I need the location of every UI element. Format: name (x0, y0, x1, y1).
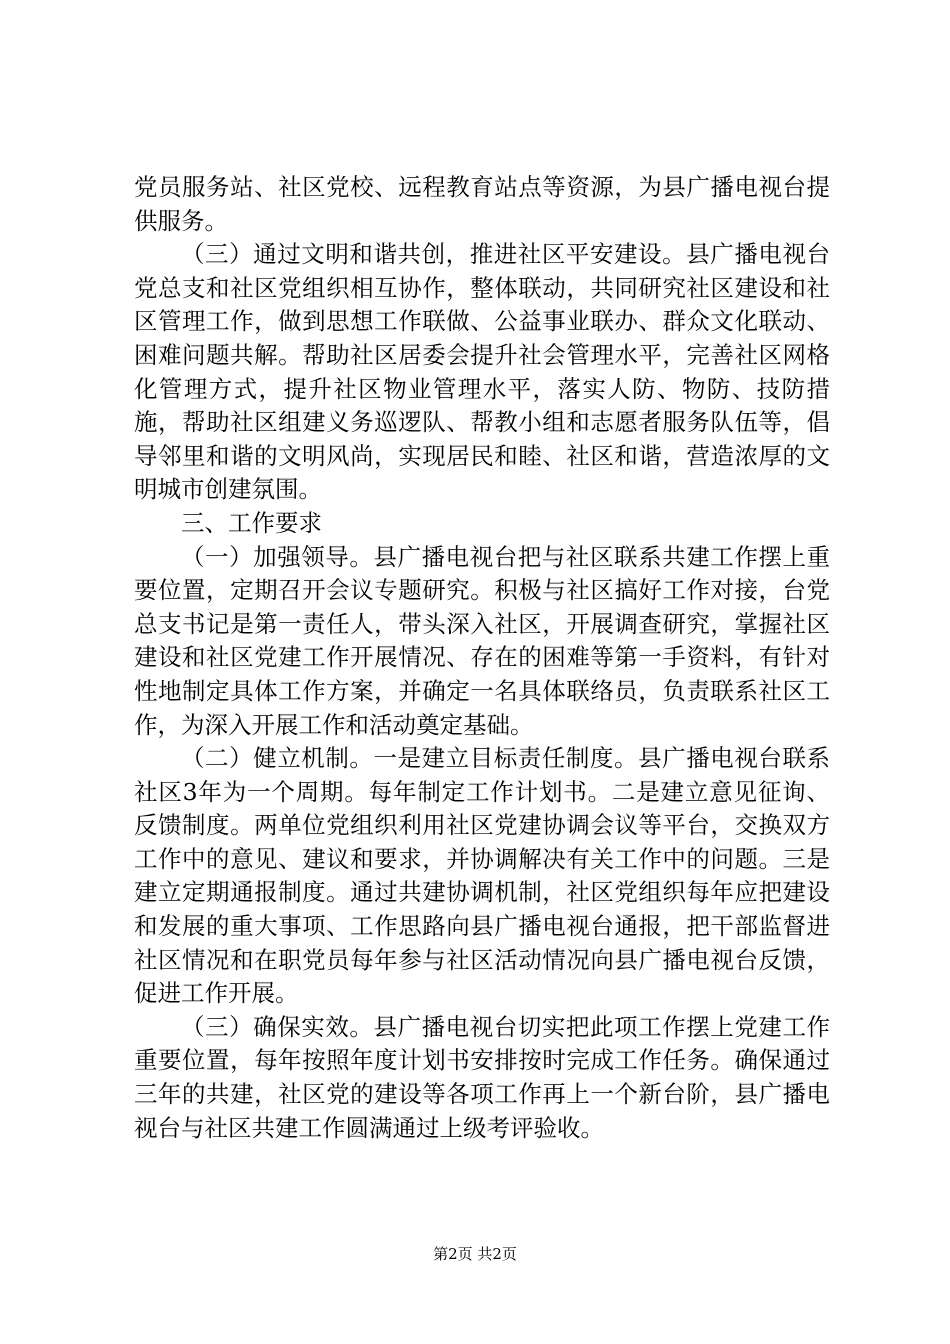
paragraph-continuation: 党员服务站、社区党校、远程教育站点等资源，为县广播电视台提供服务。 (134, 173, 830, 235)
paragraph-ensure-effectiveness: （三）确保实效。县广播电视台切实把此项工作摆上党建工作重要位置，每年按照年度计划书安排按时完成工作任务。确保通过三年的共建，社区党的建设等各项工作再上一个新台阶，县广播电视台与社区共建工作圆满通过上级考评验收。 (134, 1012, 830, 1142)
paragraph-community-safety: （三）通过文明和谐共创，推进社区平安建设。县广播电视台党总支和社区党组织相互协作，整体联动，共同研究社区建设和社区管理工作，做到思想工作联做、公益事业联办、群众文化联动、困难问题共解。帮助社区居委会提升社会管理水平，完善社区网格化管理方式，提升社区物业管理水平，落实人防、物防、技防措施，帮助社区组建义务巡逻队、帮教小组和志愿者服务队伍等，倡导邻里和谐的文明风尚，实现居民和睦、社区和谐，营造浓厚的文明城市创建氛围。 (134, 240, 830, 504)
page-footer: 第2页 共2页 (433, 1245, 517, 1263)
section-heading-work-requirements: 三、工作要求 (181, 508, 322, 537)
paragraph-strengthen-leadership: （一）加强领导。县广播电视台把与社区联系共建工作摆上重要位置，定期召开会议专题研究。积极与社区搞好工作对接，台党总支书记是第一责任人，带头深入社区，开展调查研究，掌握社区建设和社区党建工作开展情况、存在的困难等第一手资料，有针对性地制定具体工作方案，并确定一名具体联络员，负责联系社区工作，为深入开展工作和活动奠定基础。 (134, 542, 830, 739)
document-body (134, 171, 830, 1145)
paragraph-establish-mechanism: （二）健立机制。一是建立目标责任制度。县广播电视台联系社区3年为一个周期。每年制定工作计划书。二是建立意见征询、反馈制度。两单位党组织利用社区党建协调会议等平台，交换双方工作中的意见、建议和要求，并协调解决有关工作中的问题。三是建立定期通报制度。通过共建协调机制，社区党组织每年应把建设和发展的重大事项、工作思路向县广播电视台通报，把干部监督进社区情况和在职党员每年参与社区活动情况向县广播电视台反馈，促进工作开展。 (134, 744, 830, 1008)
